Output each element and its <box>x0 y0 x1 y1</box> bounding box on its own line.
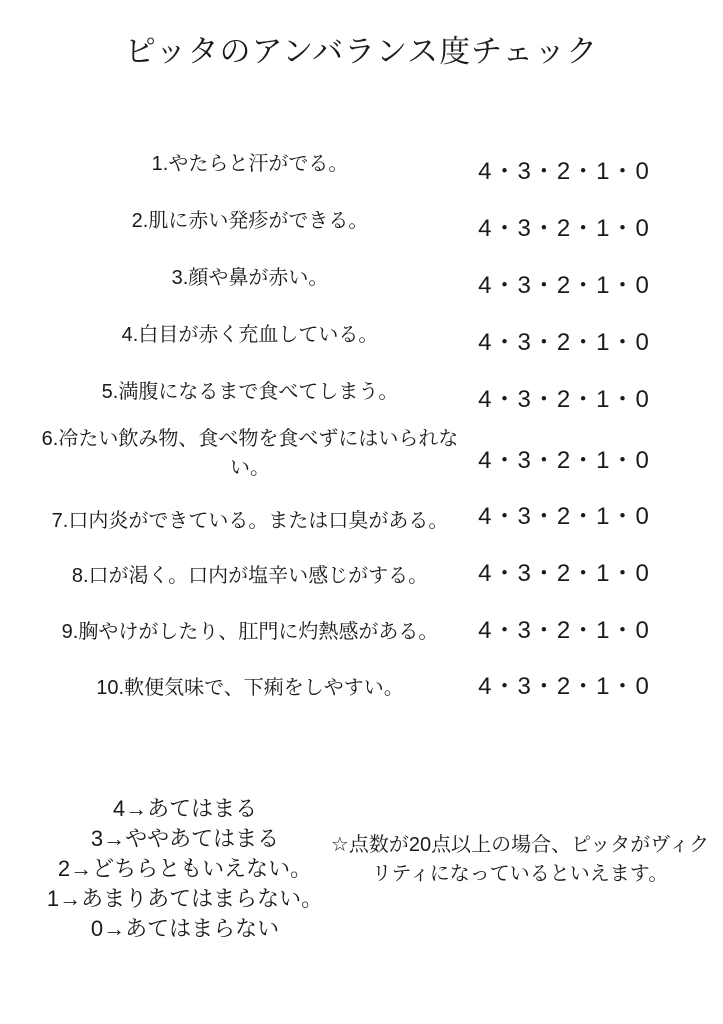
vikriti-note-line-1: ☆点数が20点以上の場合、ピッタがヴィク <box>330 834 710 856</box>
vikriti-note <box>330 831 710 889</box>
question-text-2: 2.肌に赤い発疹ができる。 <box>131 210 369 232</box>
rating-scale-1: 4・3・2・1・0 <box>478 158 650 185</box>
question-text-7: 7.口内炎ができている。または口臭がある。 <box>51 510 449 532</box>
question-text-6-line-1: 6.冷たい飲み物、食べ物を食べずにはいられな <box>41 428 459 450</box>
question-text-8: 8.口が渇く。口内が塩辛い感じがする。 <box>71 565 429 587</box>
score-legend <box>20 794 350 944</box>
rating-scale-3: 4・3・2・1・0 <box>478 272 650 299</box>
question-text-4: 4.白目が赤く充血している。 <box>121 324 379 346</box>
rating-scale-10: 4・3・2・1・0 <box>478 673 650 700</box>
rating-scale-4: 4・3・2・1・0 <box>478 329 650 356</box>
rating-scale-7: 4・3・2・1・0 <box>478 503 650 530</box>
legend-item-0: 0→あてはまらない <box>90 916 280 941</box>
rating-scale-5: 4・3・2・1・0 <box>478 386 650 413</box>
legend-item-4: 4→あてはまる <box>112 796 258 821</box>
rating-scale-9: 4・3・2・1・0 <box>478 617 650 644</box>
legend-item-1: 1→あまりあてはまらない。 <box>46 886 324 911</box>
rating-scale-2: 4・3・2・1・0 <box>478 215 650 242</box>
rating-scale-6: 4・3・2・1・0 <box>478 447 650 474</box>
legend-item-3: 3→ややあてはまる <box>90 826 280 851</box>
vikriti-note-line-2: リティになっているといえます。 <box>371 863 669 885</box>
question-text-6 <box>28 425 472 483</box>
question-text-1: 1.やたらと汗がでる。 <box>151 153 349 175</box>
question-text-10: 10.軟便気味で、下痢をしやすい。 <box>96 677 404 699</box>
rating-scale-8: 4・3・2・1・0 <box>478 560 650 587</box>
page-title: ピッタのアンバランス度チェック <box>124 34 599 69</box>
question-text-6-line-2: い。 <box>230 457 270 479</box>
question-text-5: 5.満腹になるまで食べてしまう。 <box>101 381 399 403</box>
question-text-9: 9.胸やけがしたり、肛門に灼熱感がある。 <box>61 621 439 643</box>
question-text-3: 3.顔や鼻が赤い。 <box>171 267 329 289</box>
legend-item-2: 2→どちらともいえない。 <box>57 856 313 881</box>
